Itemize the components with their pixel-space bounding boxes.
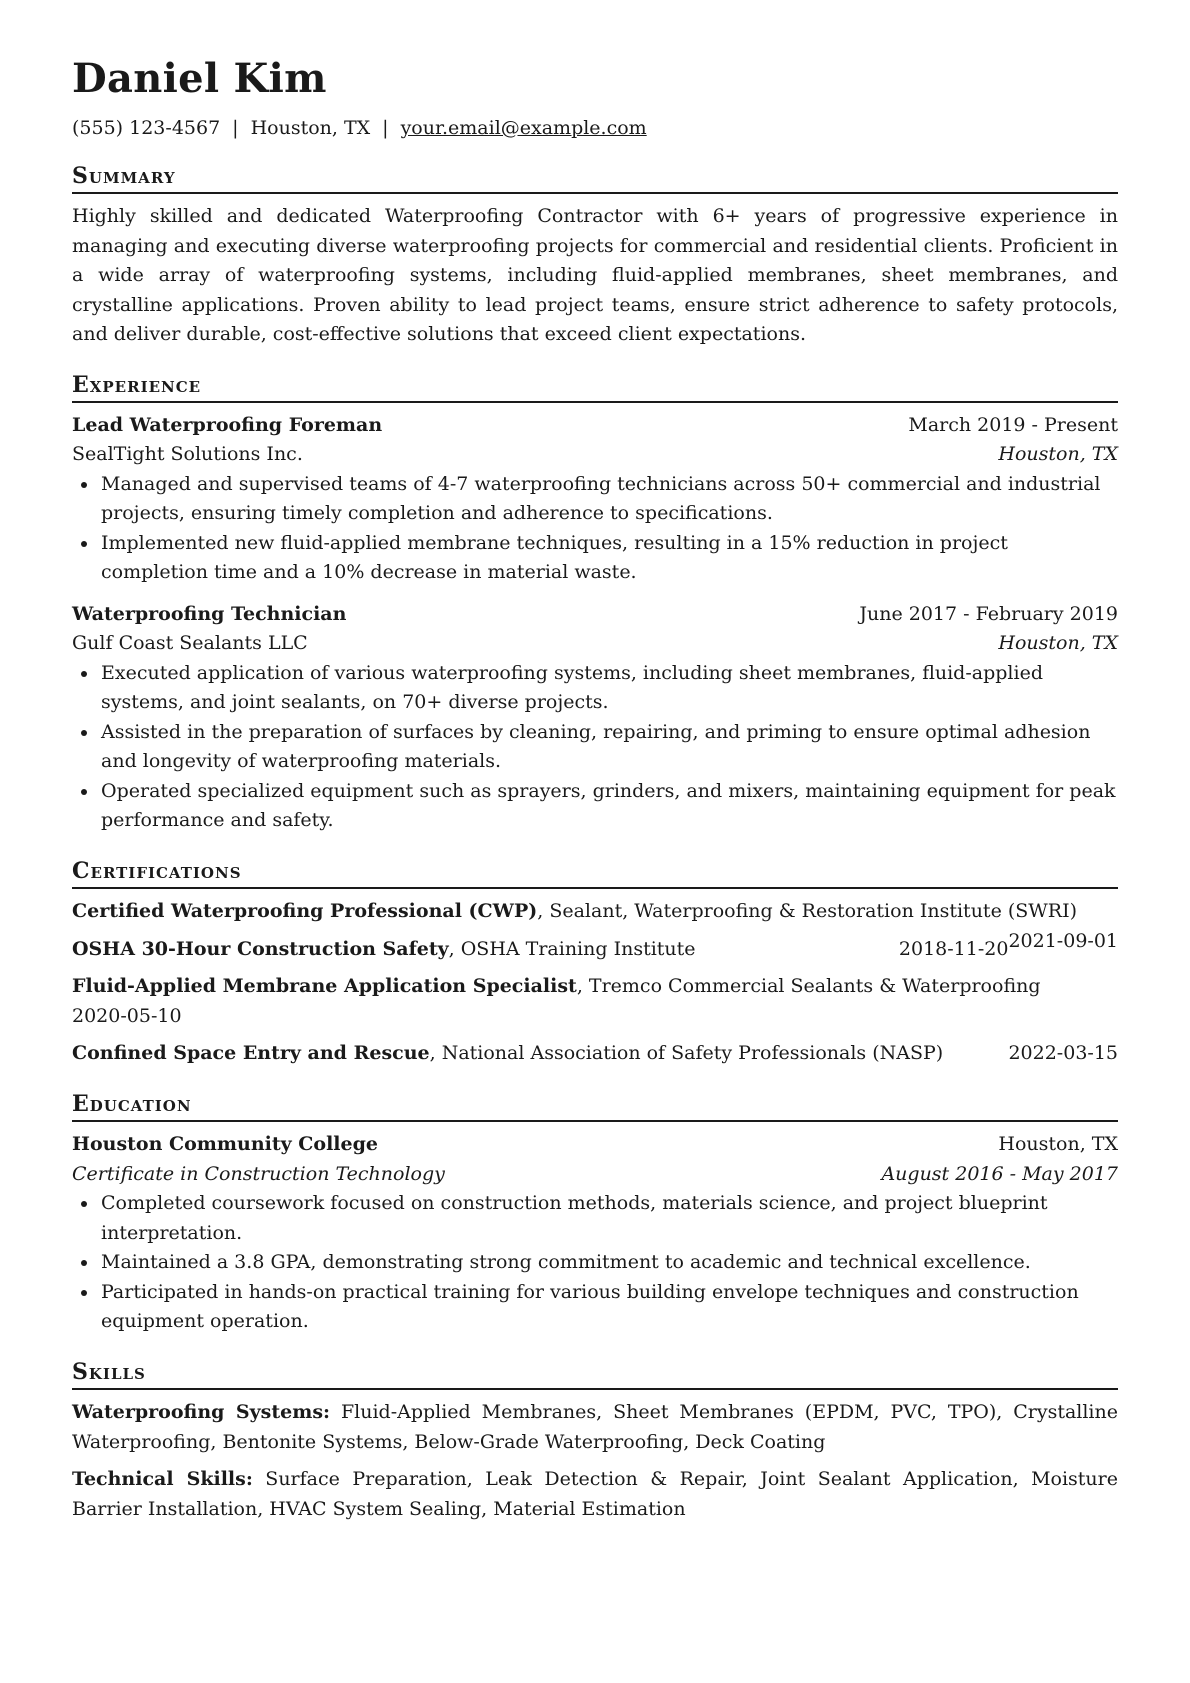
cert-name: OSHA 30-Hour Construction Safety xyxy=(72,937,449,960)
contact-line xyxy=(72,116,1118,141)
job-role: Lead Waterproofing Foreman xyxy=(72,413,383,436)
job-location: Houston, TX xyxy=(998,443,1118,466)
list-item: • Implemented new fluid-applied membrane techniques, resulting in a 15% reduction in project completion time and a 10% decrease in material waste. xyxy=(99,529,1118,588)
cert-date: 2021-09-01 xyxy=(1008,929,1118,952)
certifications-section xyxy=(72,858,1118,1069)
cert-name: Certified Waterproofing Professional (CWP) xyxy=(72,900,538,923)
job-role: Waterproofing Technician xyxy=(72,602,347,625)
education-section xyxy=(72,1091,1118,1337)
cert-issuer: , Sealant, Waterproofing & Restoration Institute (SWRI) xyxy=(537,900,1078,923)
job-entry xyxy=(72,600,1118,836)
section-title-experience: Experience xyxy=(72,372,1118,403)
school-location: Houston, TX xyxy=(998,1133,1118,1156)
education-bullets xyxy=(72,1189,1118,1337)
separator: | xyxy=(382,117,389,139)
section-title-summary: Summary xyxy=(72,163,1118,194)
job-dates: March 2019 - Present xyxy=(908,413,1118,436)
section-title-certifications: Certifications xyxy=(72,858,1118,889)
summary-text: Highly skilled and dedicated Waterproofing Contractor with 6+ years of progressive experience in managing and executing diverse waterproofing projects for commercial and residential clients. Proficient in a wide array of waterproofing systems, including fluid-applied membranes, sheet membranes, and crystalline applications. Proven ability to lead project teams, ensure strict adherence to safety protocols, and deliver durable, cost-effective solutions that exceed client expectations. xyxy=(72,205,1118,346)
cert-date: 2022-03-15 xyxy=(1008,1042,1118,1065)
skill-label: Waterproofing Systems: xyxy=(72,1401,331,1424)
job-entry xyxy=(72,411,1118,588)
cert-issuer: , Tremco Commercial Sealants & Waterproofing xyxy=(576,975,1041,998)
email-link[interactable]: your.email@example.com xyxy=(400,117,647,139)
education-entry xyxy=(72,1130,1118,1337)
summary-section xyxy=(72,163,1118,350)
list-item: • Completed coursework focused on construction methods, materials science, and project blueprint interpretation. xyxy=(99,1189,1118,1248)
list-item: • Participated in hands-on practical training for various building envelope techniques and construction equipment operation. xyxy=(99,1278,1118,1337)
job-company: Gulf Coast Sealants LLC xyxy=(72,632,308,655)
separator: | xyxy=(232,117,239,139)
cert-issuer: , OSHA Training Institute xyxy=(448,937,696,960)
cert-issuer: , National Association of Safety Professionals (NASP) xyxy=(429,1042,944,1065)
section-title-education: Education xyxy=(72,1091,1118,1122)
phone-number: (555) 123-4567 xyxy=(72,117,221,139)
job-dates: June 2017 - February 2019 xyxy=(859,602,1118,625)
job-bullets xyxy=(72,659,1118,836)
skill-text: Fluid-Applied Membranes, Sheet Membranes (EPDM, PVC, TPO), Crystalline Waterproofing, Bentonite Systems, Below-Grade Waterproofing, Deck Coating xyxy=(72,1401,1118,1453)
certification-item xyxy=(72,1039,1118,1069)
skill-text: Surface Preparation, Leak Detection & Repair, Joint Sealant Application, Moisture Barrier Installation, HVAC System Sealing, Material Estimation xyxy=(72,1468,1118,1520)
job-location: Houston, TX xyxy=(998,632,1118,655)
list-item: • Assisted in the preparation of surfaces by cleaning, repairing, and priming to ensure optimal adhesion and longevity of waterproofing materials. xyxy=(99,718,1118,777)
school-name: Houston Community College xyxy=(72,1133,378,1156)
degree: Certificate in Construction Technology xyxy=(72,1162,445,1185)
skill-group xyxy=(72,1398,1118,1457)
cert-date: 2018-11-20 xyxy=(898,937,1009,960)
job-company: SealTight Solutions Inc. xyxy=(72,443,303,466)
location: Houston, TX xyxy=(250,117,371,139)
list-item: • Operated specialized equipment such as sprayers, grinders, and mixers, maintaining equipment for peak performance and safety. xyxy=(99,777,1118,836)
skill-group xyxy=(72,1465,1118,1524)
skills-section xyxy=(72,1359,1118,1524)
candidate-name: Daniel Kim xyxy=(72,55,327,102)
cert-name: Confined Space Entry and Rescue xyxy=(72,1042,430,1065)
cert-date: 2020-05-10 xyxy=(72,1004,182,1027)
list-item: • Executed application of various waterproofing systems, including sheet membranes, fluid-applied systems, and joint sealants, on 70+ diverse projects. xyxy=(99,659,1118,718)
certification-item xyxy=(72,972,1118,1031)
skill-label: Technical Skills: xyxy=(72,1468,253,1491)
certification-item xyxy=(72,935,1008,965)
list-item: • Managed and supervised teams of 4-7 waterproofing technicians across 50+ commercial and industrial projects, ensuring timely completion and adherence to specifications. xyxy=(99,470,1118,529)
section-title-skills: Skills xyxy=(72,1359,1118,1390)
list-item: • Maintained a 3.8 GPA, demonstrating strong commitment to academic and technical excellence. xyxy=(99,1248,1118,1278)
cert-name: Fluid-Applied Membrane Application Specialist xyxy=(72,975,577,998)
education-dates: August 2016 - May 2017 xyxy=(881,1162,1118,1185)
job-bullets xyxy=(72,470,1118,588)
experience-section xyxy=(72,372,1118,836)
